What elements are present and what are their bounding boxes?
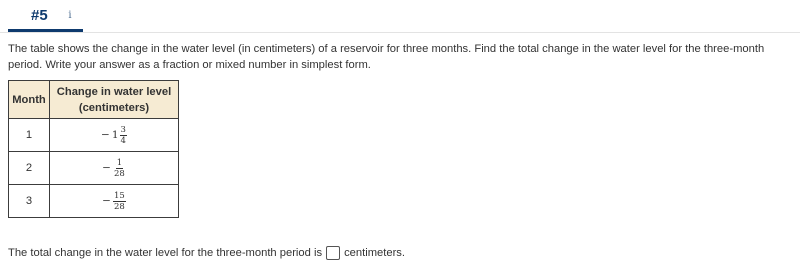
minus-sign: − (101, 129, 110, 141)
fraction (113, 158, 126, 179)
denominator: 4 (120, 135, 126, 146)
denominator: 28 (113, 168, 125, 179)
minus-sign: − (102, 162, 111, 174)
denominator: 28 (113, 201, 125, 212)
header-month: Month (9, 81, 50, 119)
table-header-row (9, 81, 179, 119)
fraction (113, 191, 126, 212)
numerator: 1 (116, 157, 123, 168)
answer-input-box[interactable] (326, 246, 340, 260)
numerator: 3 (120, 124, 126, 135)
change-cell (50, 152, 179, 185)
answer-suffix-text: centimeters. (344, 247, 405, 259)
info-icon[interactable]: i (68, 10, 72, 21)
fraction (120, 125, 127, 146)
change-cell (50, 185, 179, 218)
table-row (9, 185, 179, 218)
header-change: Change in water level (centimeters) (50, 81, 179, 119)
question-tab-bar (0, 0, 800, 33)
numerator: 15 (113, 190, 125, 201)
whole-part: 1 (111, 129, 119, 141)
month-cell: 2 (9, 152, 50, 185)
tab-label: #5 (31, 7, 48, 24)
tab-question-5[interactable] (8, 0, 83, 32)
month-cell: 3 (9, 185, 50, 218)
mixed-number (101, 125, 127, 146)
change-cell (50, 119, 179, 152)
table-row (9, 152, 179, 185)
water-level-table (8, 80, 179, 218)
answer-prefix-text: The total change in the water level for the three-month period is (8, 247, 323, 259)
month-cell: 1 (9, 119, 50, 152)
question-prompt: The table shows the change in the water level (in centimeters) of a reservoir for three months. Find the total change in the water level for the three-month period. Write your answer as a fraction or mixed number in simplest form. (8, 43, 765, 71)
minus-sign: − (102, 195, 111, 207)
fraction-value (102, 191, 126, 212)
fraction-value (102, 158, 126, 179)
answer-sentence (8, 244, 405, 262)
table-row (9, 119, 179, 152)
